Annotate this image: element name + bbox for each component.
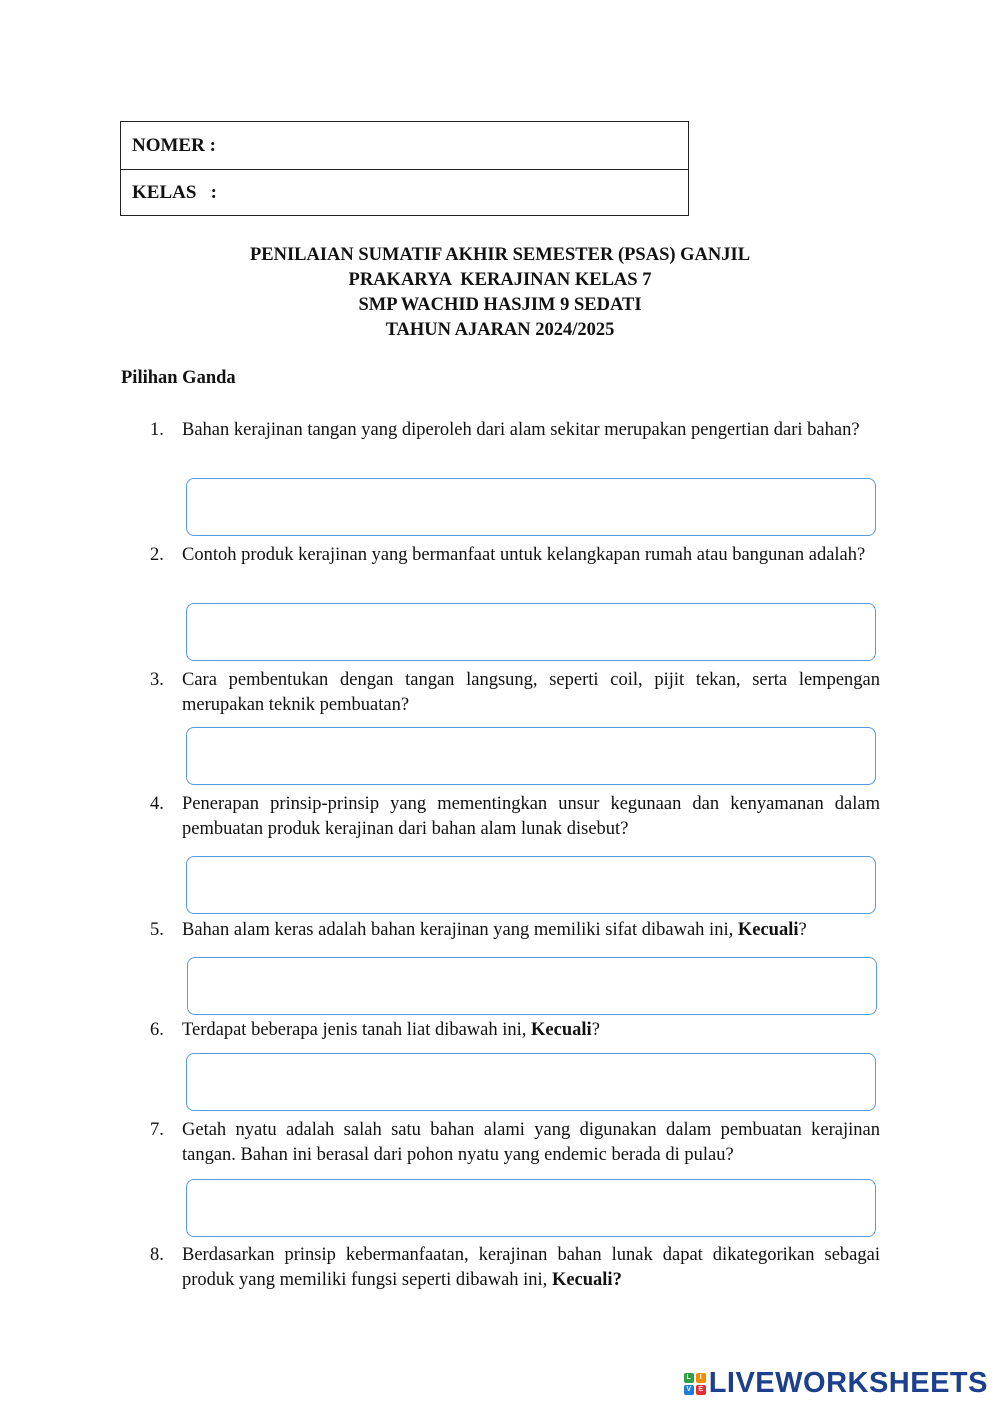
question-1 xyxy=(150,418,880,443)
title-line-2: PRAKARYA KERAJINAN KELAS 7 xyxy=(348,270,652,290)
nomer-row xyxy=(121,122,688,169)
logo-mark-letter: V xyxy=(684,1385,694,1395)
nomer-label: NOMER : xyxy=(132,134,216,156)
question-text: Penerapan prinsip-prinsip yang mementingkan unsur kegunaan dan kenyamanan dalam pembuatan produk kerajinan dari bahan alam lunak disebut? xyxy=(182,794,880,839)
answer-input-2[interactable] xyxy=(186,603,876,661)
answer-input-6[interactable] xyxy=(186,1053,876,1111)
kelas-row xyxy=(121,169,688,216)
question-6 xyxy=(150,1018,880,1043)
question-text-tail: ? xyxy=(591,1020,600,1040)
question-text-main: Berdasarkan prinsip kebermanfaatan, kerajinan bahan lunak dapat dikategorikan sebagai produk yang memiliki fungsi seperti dibawah ini, xyxy=(182,1245,880,1290)
question-text: Getah nyatu adalah salah satu bahan alami yang digunakan dalam pembuatan kerajinan tangan. Bahan ini berasal dari pohon nyatu yang endemic berada di pulau? xyxy=(182,1120,880,1165)
kelas-label: KELAS : xyxy=(132,182,217,203)
question-text-tail: ? xyxy=(798,920,807,940)
question-text: Bahan kerajinan tangan yang diperoleh dari alam sekitar merupakan pengertian dari bahan? xyxy=(182,420,860,440)
logo-mark-letter: I xyxy=(696,1373,706,1383)
answer-input-3[interactable] xyxy=(186,727,876,785)
question-number: 1. xyxy=(150,420,164,440)
question-number: 7. xyxy=(150,1120,164,1140)
question-number: 3. xyxy=(150,670,164,690)
question-text-main: Bahan alam keras adalah bahan kerajinan yang memiliki sifat dibawah ini, xyxy=(182,920,738,940)
question-number: 2. xyxy=(150,545,164,565)
question-text: Contoh produk kerajinan yang bermanfaat untuk kelangkapan rumah atau bangunan adalah? xyxy=(182,545,866,565)
question-text xyxy=(182,1018,880,1043)
question-text xyxy=(182,918,880,943)
question-number: 4. xyxy=(150,794,164,814)
question-4 xyxy=(150,792,880,842)
logo-text: LIVEWORKSHEETS xyxy=(708,1367,988,1399)
question-number: 6. xyxy=(150,1020,164,1040)
question-7 xyxy=(150,1118,880,1168)
exam-title xyxy=(0,243,1000,343)
question-3 xyxy=(150,668,880,718)
title-line-3: SMP WACHID HASJIM 9 SEDATI xyxy=(358,295,642,315)
title-line-1: PENILAIAN SUMATIF AKHIR SEMESTER (PSAS) GANJIL xyxy=(249,245,751,265)
answer-input-4[interactable] xyxy=(186,856,876,914)
question-text xyxy=(182,1243,880,1293)
question-text-emphasis: Kecuali xyxy=(531,1020,592,1040)
question-text-emphasis: Kecuali? xyxy=(551,1270,622,1290)
liveworksheets-logo xyxy=(684,1367,988,1400)
title-line-4: TAHUN AJARAN 2024/2025 xyxy=(385,320,615,340)
logo-mark-icon xyxy=(684,1373,706,1395)
logo-mark-letter: E xyxy=(696,1385,706,1395)
question-text-main: Terdapat beberapa jenis tanah liat dibawah ini, xyxy=(182,1020,532,1040)
question-text-emphasis: Kecuali xyxy=(737,920,799,940)
question-8 xyxy=(150,1243,880,1293)
question-number: 8. xyxy=(150,1245,164,1265)
question-2 xyxy=(150,543,880,568)
question-number: 5. xyxy=(150,920,164,940)
answer-input-1[interactable] xyxy=(186,478,876,536)
identity-box xyxy=(120,121,689,216)
question-text: Cara pembentukan dengan tangan langsung, seperti coil, pijit tekan, serta lempengan merupakan teknik pembuatan? xyxy=(182,670,880,715)
question-5 xyxy=(150,918,880,943)
answer-input-7[interactable] xyxy=(186,1179,876,1237)
section-heading: Pilihan Ganda xyxy=(121,368,236,388)
answer-input-5[interactable] xyxy=(187,957,877,1015)
logo-mark-letter: L xyxy=(684,1373,694,1383)
